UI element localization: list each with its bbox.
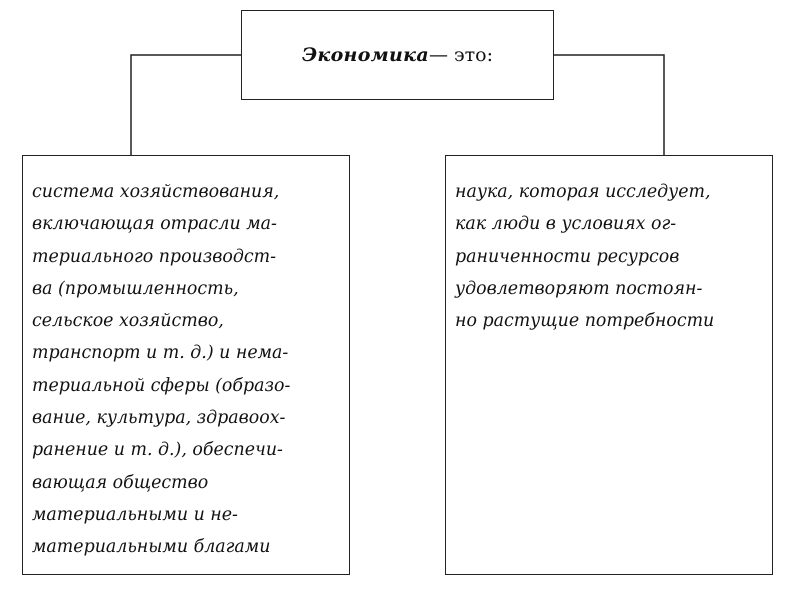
- text-line: материальными благами: [32, 537, 271, 558]
- text-line: вание, культура, здравоох-: [32, 408, 286, 429]
- text-line: териальной сферы (образо-: [32, 375, 291, 396]
- definition-text-right: [455, 176, 768, 337]
- connector-left: [131, 55, 241, 155]
- text-line: сельское хозяйство,: [32, 311, 224, 332]
- concept-suffix: — это:: [428, 44, 493, 66]
- definition-box-left: [22, 155, 350, 575]
- text-line: включающая отрасли ма-: [32, 214, 277, 235]
- text-line: материальными и не-: [32, 504, 238, 525]
- concept-term: Экономика: [302, 44, 429, 66]
- connector-right: [554, 55, 664, 155]
- text-line: ранение и т. д.), обеспечи-: [32, 440, 283, 461]
- concept-box: [241, 10, 554, 100]
- text-line: териального производст-: [32, 246, 276, 267]
- definition-box-right: [445, 155, 773, 575]
- text-line: вающая общество: [32, 472, 209, 493]
- text-line: удовлетворяют постоян-: [455, 278, 703, 299]
- text-line: но растущие потребности: [455, 311, 715, 332]
- text-line: ва (промышленность,: [32, 278, 239, 299]
- text-line: раниченности ресурсов: [455, 246, 680, 267]
- text-line: наука, которая исследует,: [455, 182, 711, 202]
- definition-text-left: [32, 176, 345, 564]
- text-line: как люди в условиях ог-: [455, 214, 677, 235]
- text-line: транспорт и т. д.) и нема-: [32, 343, 289, 364]
- text-line: система хозяйствования,: [32, 182, 280, 202]
